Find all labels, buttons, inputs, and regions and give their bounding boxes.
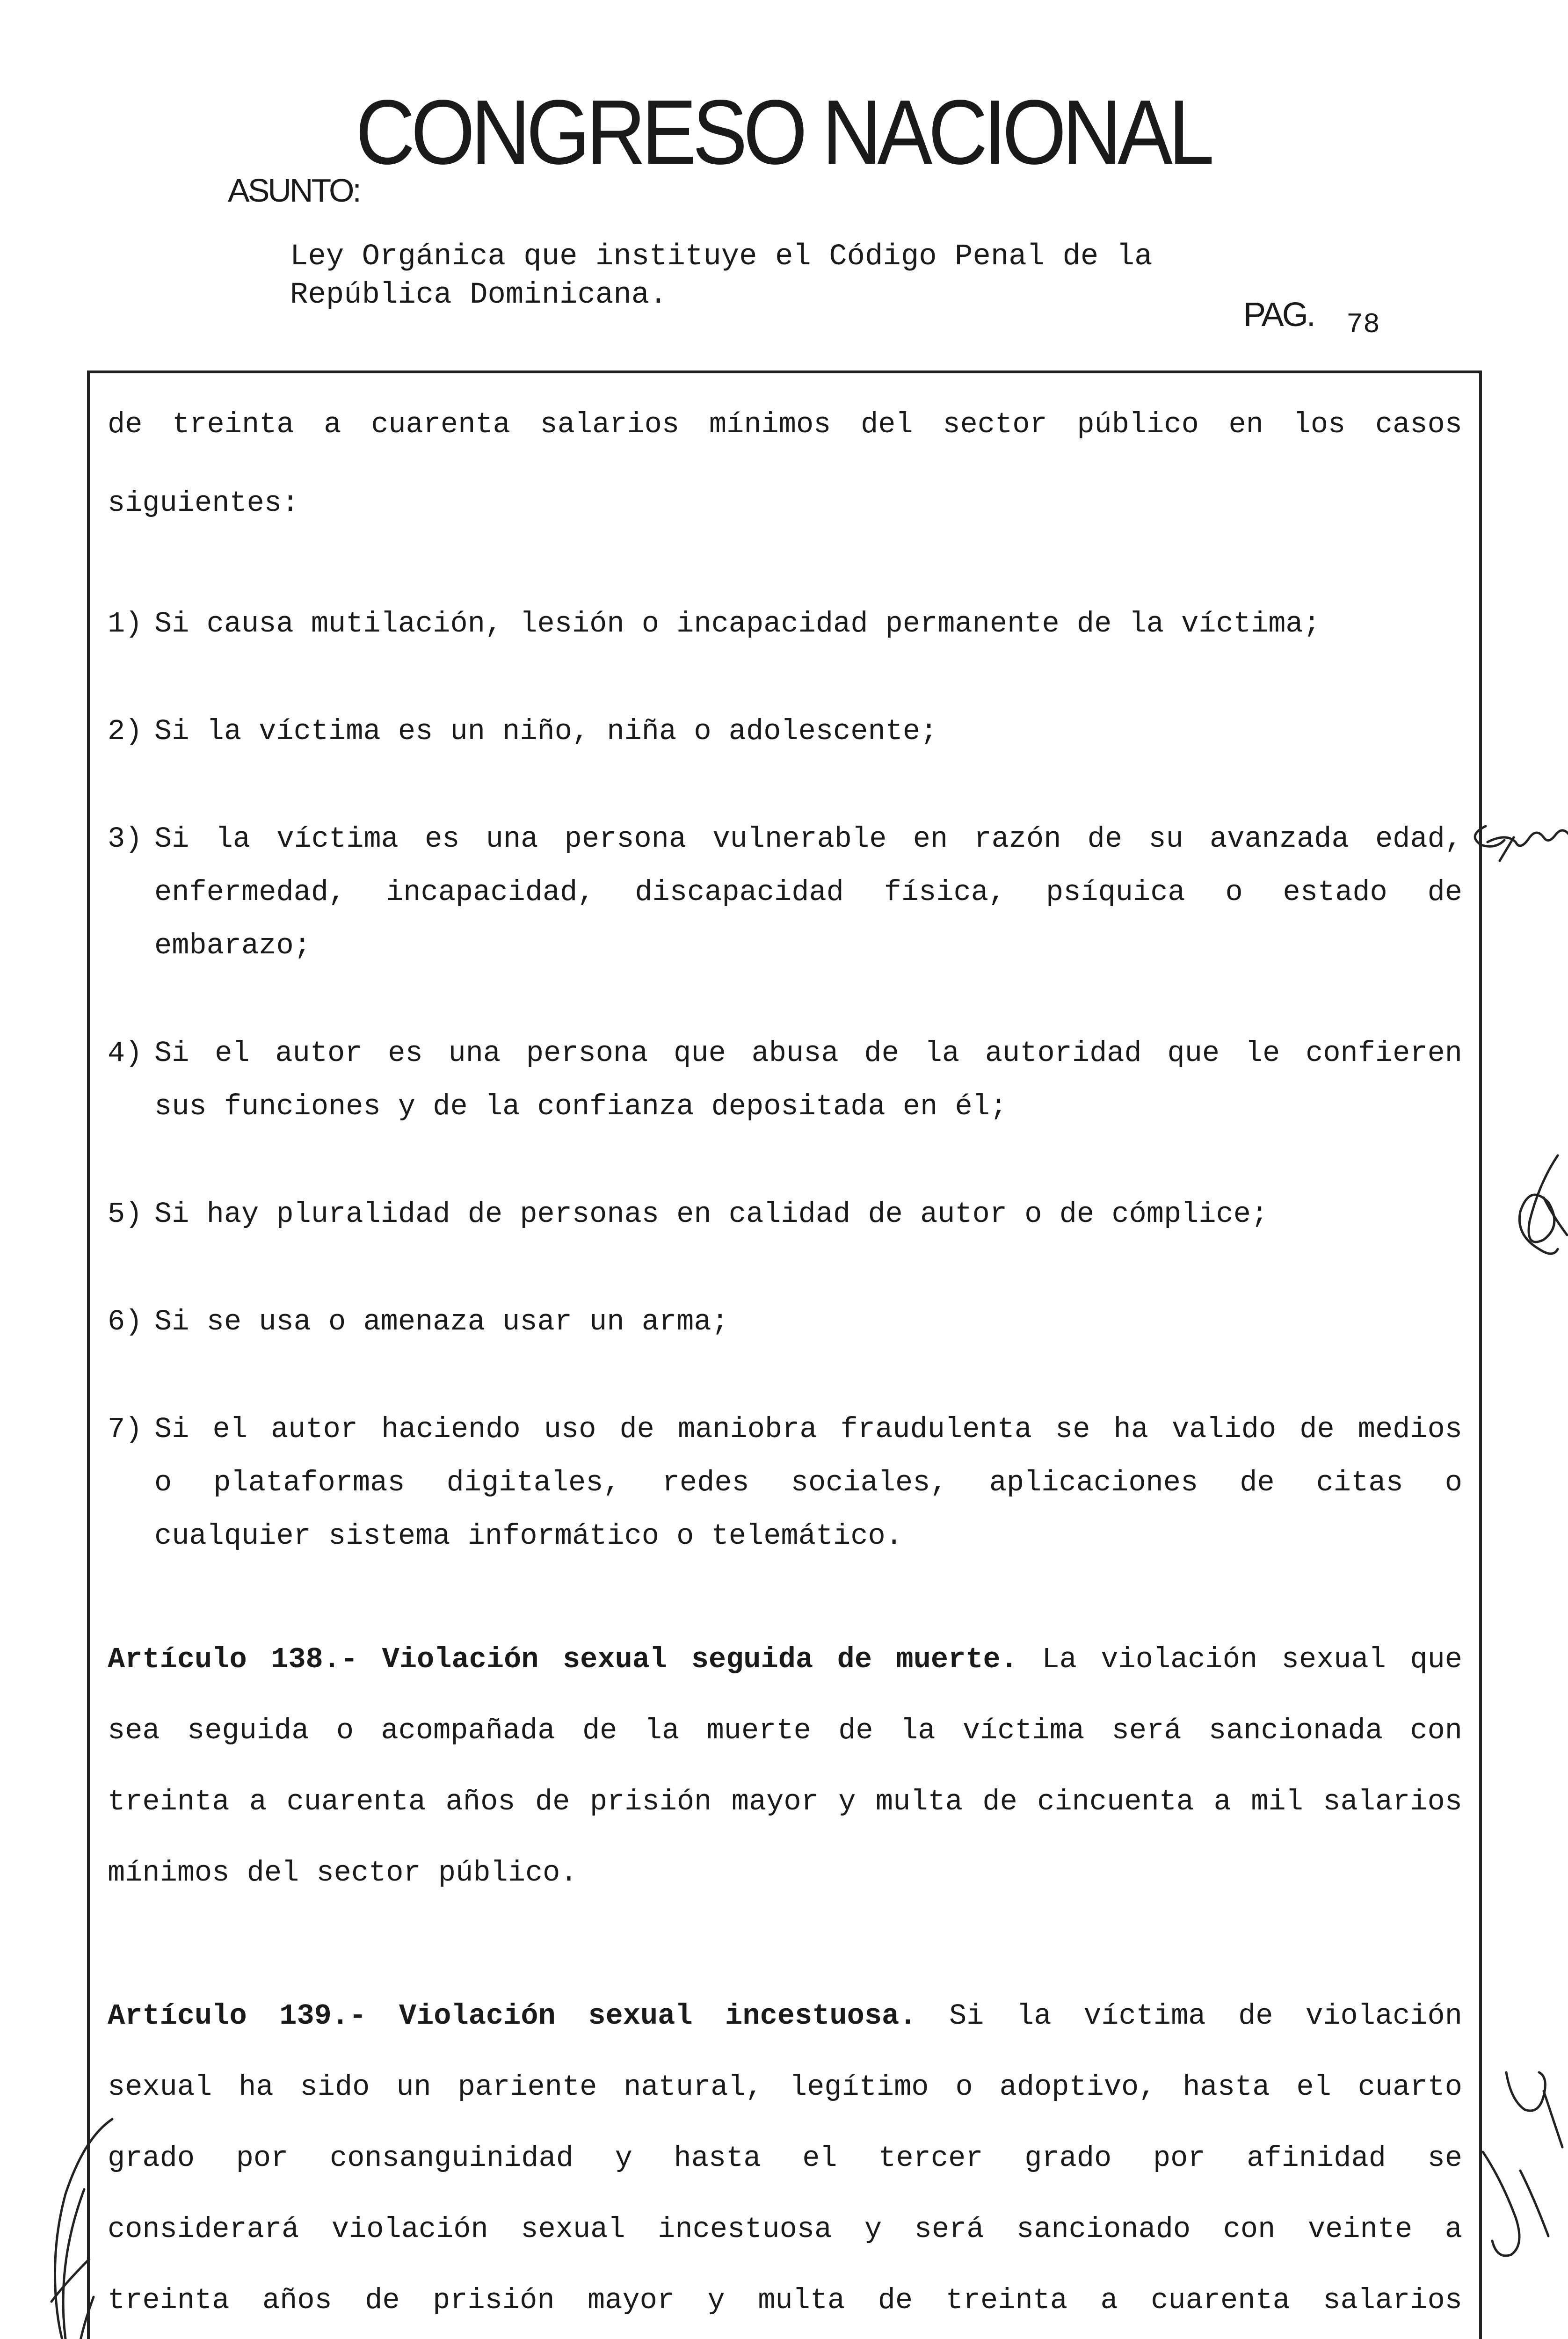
item-number: 6)	[108, 1305, 143, 1338]
item-number: 4)	[108, 1037, 143, 1070]
initials-mark-4	[51, 2119, 112, 2339]
article-139-text: Si la víctima de violación	[916, 1999, 1462, 2033]
page-number: 78	[1346, 309, 1380, 341]
article-138-line-4: mínimos del sector público.	[108, 1856, 578, 1889]
list-item-continued: cualquier sistema informático o telemático.	[154, 1519, 903, 1553]
list-item-continued: embarazo;	[154, 929, 311, 962]
article-139-line-5: treinta años de prisión mayor y multa de treinta a cuarenta salarios	[108, 2284, 1462, 2317]
item-number: 1)	[108, 607, 143, 640]
item-number: 7)	[108, 1413, 143, 1446]
page-title: CONGRESO NACIONAL	[356, 81, 1210, 183]
article-139-line-2: sexual ha sido un pariente natural, legítimo o adoptivo, hasta el cuarto	[108, 2070, 1462, 2104]
intro-line-2: siguientes:	[108, 487, 299, 520]
list-item: Si el autor haciendo uso de maniobra fraudulenta se ha valido de medios	[154, 1413, 1462, 1446]
article-139-heading: Artículo 139.- Violación sexual incestuosa.	[108, 1999, 917, 2033]
article-139-line-3: grado por consanguinidad y hasta el tercer grado por afinidad se	[108, 2142, 1462, 2175]
subject-line-2: República Dominicana.	[290, 278, 668, 312]
list-item: Si hay pluralidad de personas en calidad de autor o de cómplice;	[154, 1198, 1269, 1231]
item-number: 2)	[108, 715, 143, 748]
list-item: Si la víctima es una persona vulnerable en razón de su avanzada edad,	[154, 822, 1462, 856]
article-138-heading: Artículo 138.- Violación sexual seguida de muerte.	[108, 1643, 1018, 1676]
initials-mark-3	[1483, 2072, 1562, 2256]
initials-mark-2	[1519, 1155, 1567, 1254]
article-138-line-3: treinta a cuarenta años de prisión mayor y multa de cincuenta a mil salarios	[108, 1785, 1462, 1818]
subject-line-1: Ley Orgánica que instituye el Código Penal de la	[290, 240, 1153, 274]
list-item: Si se usa o amenaza usar un arma;	[154, 1305, 729, 1338]
initials-mark-1	[1475, 826, 1568, 861]
intro-line-1: de treinta a cuarenta salarios mínimos del sector público en los casos	[108, 408, 1462, 441]
list-item-continued: enfermedad, incapacidad, discapacidad física, psíquica o estado de	[154, 876, 1462, 909]
asunto-label: ASUNTO:	[228, 172, 360, 209]
article-138-text: La violación sexual que	[1017, 1643, 1462, 1676]
list-item: Si el autor es una persona que abusa de la autoridad que le confieren	[154, 1037, 1462, 1070]
item-number: 3)	[108, 822, 143, 856]
list-item-continued: o plataformas digitales, redes sociales, aplicaciones de citas o	[154, 1466, 1462, 1499]
list-item: Si la víctima es un niño, niña o adolescente;	[154, 715, 938, 748]
page-label: PAG.	[1243, 296, 1314, 334]
item-number: 5)	[108, 1198, 143, 1231]
article-139-line-4: considerará violación sexual incestuosa y será sancionado con veinte a	[108, 2213, 1462, 2246]
list-item-continued: sus funciones y de la confianza depositada en él;	[154, 1090, 1008, 1123]
article-138-line-2: sea seguida o acompañada de la muerte de la víctima será sancionada con	[108, 1714, 1462, 1747]
list-item: Si causa mutilación, lesión o incapacidad permanente de la víctima;	[154, 607, 1321, 640]
